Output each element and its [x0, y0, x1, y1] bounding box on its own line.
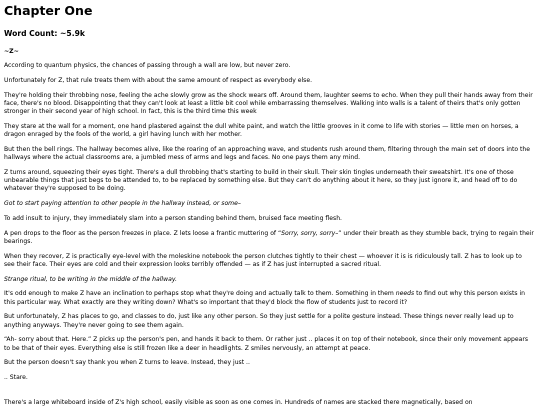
- chapter-title: Chapter One: [4, 3, 93, 18]
- emphasis-text: needs: [395, 290, 415, 298]
- paragraph: When they recover, Z is practically eye-level with the moleskine notebook the person clutches tightly to their chest — whoever it is is ridiculously tall. Z has to look up to see their face. Their eyes are cold and their expression looks terribly offended — as if Z has just interrupted a sacred ritual.: [4, 252, 522, 268]
- paragraph: Unfortunately for Z, that rule treats them with about the same amount of respect as everybody else.: [4, 76, 313, 84]
- italic-thought: Got to start paying attention to other people in the hallway instead, or some–: [4, 200, 241, 207]
- italic-thought: Strange ritual, to be writing in the middle of the hallway.: [4, 275, 177, 283]
- paragraph-text: A pen drops to the floor as the person freezes in place. Z lets loose a frantic muttering of “: [4, 229, 282, 237]
- paragraph-text: It's odd enough to make Z have an inclination to perhaps stop what they're doing and actually talk to them. Something in them: [4, 290, 396, 298]
- continuation-paragraph: There's a large whiteboard inside of Z's high school, easily visible as soon as one comes in. Hundreds of names are stacked there magnetically, based on: [4, 399, 473, 406]
- paragraph-text: ” under their breath as they stumble back, trying to regain their bearings.: [4, 229, 534, 245]
- paragraph: Z turns around, squeezing their eyes tight. There's a dull throbbing that's starting to build in their skull. Their skin tingles underneath their sweatshirt. It's one of those unbearable things that just begs to be attended to, to be replaced by something else. But they can't do anything about it here, so they just ignore it, and head off to do whatever they're supposed to be doing.: [4, 168, 518, 193]
- paragraph: But then the bell rings. The hallway becomes alive, like the roaring of an approaching wave, and students rush around them, filtering through the main set of doors into the hallways where the actual classrooms are, a jumbled mess of arms and legs and faces. No one pays them any mind.: [4, 145, 531, 161]
- emphasis-text: Sorry, sorry, sorry–: [281, 229, 339, 237]
- paragraph: According to quantum physics, the chances of passing through a wall are low, but never zero.: [4, 62, 291, 69]
- document-page: [4, 4, 534, 389]
- paragraph: [4, 290, 534, 306]
- paragraph-text: to find out why this person exists in this particular way. What exactly are they writing down? What's so important that they'd block the flow of students just to record it?: [4, 290, 526, 306]
- paragraph: .. Stare.: [4, 374, 28, 382]
- paragraph: “Ah- sorry about that. Here.” Z picks up the person's pen, and hands it back to them. Or rather just .. places it on top of their notebook, since their only movement appears to be that of their eyes. Everything else is still frozen like a deer in headlights. Z smiles nervously, an attempt at peace.: [4, 336, 529, 352]
- paragraph: They're holding their throbbing nose, feeling the ache slowly grow as the shock wears off. Around them, laughter seems to echo. When they pull their hands away from their face, there's no blood. Disappointing that they can't look at least a little bit cool while embarrassing themselves. Walking into walls is a talent of theirs that's only gotten stronger in their second year of high school. In fact, this is the third time this week: [4, 91, 533, 115]
- paragraph: [4, 230, 534, 246]
- paragraph: They stare at the wall for a moment, one hand plastered against the dull white paint, and watch the little grooves in it come to life with stories — little men on horses, a dragon enraged by the fools of the world, a girl having lunch with her mother.: [4, 122, 519, 138]
- word-count: Word Count: ~5.9k: [4, 29, 85, 38]
- section-separator: ~Z~: [4, 48, 19, 55]
- paragraph: But unfortunately, Z has places to go, and classes to do, just like any other person. So they just settle for a polite gesture instead. These things never really lead up to anything anyways. They're never going to see them again.: [4, 313, 514, 329]
- paragraph: To add insult to injury, they immediately slam into a person standing behind them, bruised face meeting flesh.: [4, 214, 342, 222]
- paragraph: But the person doesn't say thank you when Z turns to leave. Instead, they just ..: [4, 359, 250, 367]
